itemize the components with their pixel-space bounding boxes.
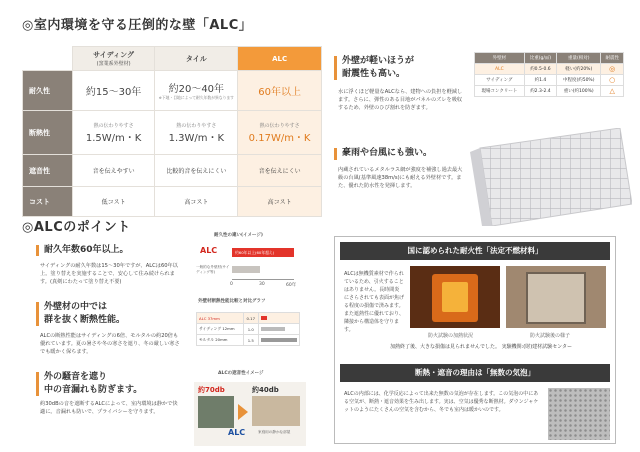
- accent-bar: [334, 148, 337, 160]
- chart1-title: 耐久性の違い(イメージ): [214, 233, 263, 238]
- chart2-title: 外壁材断熱性能比較と対比グラフ: [198, 299, 266, 304]
- section-title-points: ◎ALCのポイント: [22, 220, 131, 235]
- table-row: 断熱性 熱の伝わりやすさ 1.5W/m・K 熱の伝わりやすさ 1.3W/m・K 熱の伝わりやすさ 0.17W/m・K: [23, 111, 322, 155]
- col-alc: ALC: [238, 47, 322, 71]
- weight-table: 外壁材 比重(g/㎤) 重量(相対) 耐震性 ALC 約0.5-0.6 軽い(約20%) ◎ サイディング 約1.4 中程度(約50%) ○ 現場コンクリート 約2.3-2.4 重い(約100%) △: [474, 52, 624, 97]
- house-photo: [252, 396, 300, 426]
- street-photo: [198, 396, 234, 428]
- accent-bar: [334, 56, 337, 80]
- wind-heading: 豪雨や台風にも強い。: [342, 148, 433, 158]
- table-row: ALC 37mm 0.17: [197, 313, 300, 324]
- point2-text: ALCの断熱性能はサイディングの6倍、モルタルの約20倍も優れています。夏の暑さや冬の寒さを遮り、冬の厳しい寒さでも暖かく保ちます。: [40, 333, 180, 355]
- sound-alc-label: ALC: [228, 428, 246, 437]
- chart1-axis: [232, 279, 294, 280]
- chart1-alc-bar: 約60年以上(60年超え): [232, 248, 294, 257]
- point2-heading: 外壁材の中では 群を抜く断熱性能。: [44, 302, 126, 325]
- accent-bar: [36, 245, 39, 256]
- bubbles-text: ALCの内部には、化学反応によって出来た無数の気泡が存在します。この気泡の中にある空気が、断熱・遮音効果を生み出します。実は、空気は優秀な断熱材。ダウンジャケットのようにたくさんの空気を含むから、冬でも室内は暖かいのです。: [344, 391, 539, 413]
- comparison-table: [22, 46, 322, 217]
- table-row: 耐久性 約15〜30年 約20〜40年 ※下地・目地によって耐久年数が異なります 60年以上: [23, 71, 322, 111]
- accent-bar: [36, 372, 39, 396]
- light-text: 水に浮くほど軽量なALCなら、建物への負担を軽減します。さらに、弾性のある目地がパネルのズレを吸収するため、外壁のひび割れを防ぎます。: [338, 89, 463, 111]
- fire-cap2: 防火試験後の様子: [530, 333, 571, 339]
- chart1-other-bar: [232, 266, 260, 273]
- point3-heading: 外の騒音を遮り 中の音漏れも防ぎます。: [44, 372, 143, 395]
- fire-cap1: 防火試験の加熱状況: [428, 333, 474, 339]
- table-row: 遮音性 音を伝えやすい 比較的音を伝えにくい 音を伝えにくい: [23, 155, 322, 187]
- fire-caption: 加熱終了後、大きな損傷は見られませんでした。 実験機関:(財)建材試験センター: [390, 344, 572, 350]
- heat-table: [196, 312, 300, 346]
- table-row: 現場コンクリート 約2.3-2.4 重い(約100%) △: [475, 86, 624, 97]
- sound-caption: 家庭用の静かな部屋: [258, 430, 291, 434]
- col-tile: タイル: [155, 47, 238, 71]
- table-row: サイディング 12mm 1.0: [197, 324, 300, 335]
- sound-right-db: 約40db: [252, 386, 279, 394]
- accent-bar: [36, 302, 39, 326]
- after-test-photo: [506, 266, 606, 328]
- table-row: ALC 約0.5-0.6 軽い(約20%) ◎: [475, 64, 624, 75]
- light-heading: 外壁が軽いほうが 耐震性も高い。: [342, 56, 415, 79]
- table-row: コスト 低コスト 高コスト 高コスト: [23, 187, 322, 217]
- sound-title: ALCの遮音性イメージ: [218, 371, 264, 376]
- fire-test-photo: [410, 266, 500, 328]
- bubbles-title: 断熱・遮音の理由は「無数の気泡」: [340, 364, 610, 382]
- chart1-alc-label: ALC: [200, 246, 218, 255]
- wind-text: 内蔵されているメタルラス網が強度を補強し過去最大級の台風(基準風速38m/s)にも耐える外壁材です。また、優れた防水性を発揮します。: [338, 167, 463, 189]
- point1-heading: 耐久年数60年以上。: [44, 245, 129, 255]
- chart1-other-label: 一般的な外壁材(サイディング等): [196, 265, 230, 274]
- bubbles-photo: [548, 388, 610, 440]
- col-siding: サイディング (窯業系外壁材): [72, 47, 155, 71]
- section-title-walls: ◎室内環境を守る圧倒的な壁「ALC」: [22, 18, 253, 33]
- alc-panel-image: [470, 128, 632, 226]
- fire-title: 国に認められた耐火性「法定不燃材料」: [340, 242, 610, 260]
- sound-left-db: 約70db: [198, 386, 225, 394]
- table-row: サイディング 約1.4 中程度(約50%) ○: [475, 75, 624, 86]
- fire-text: ALCは無機質素材で作られているため、引火することはありません。長時間炎にさらされても表面が焦げる程度の損傷で済みます。また遮熱性に優れており、隣接から構造体を守ります。: [344, 271, 405, 333]
- arrow-icon: [238, 404, 248, 420]
- point3-text: 約30dBの音を遮断するALCによって、室内環境は静かで快適に。音漏れも防いで、プライバシーを守ります。: [40, 401, 178, 415]
- table-row: モルタル 20mm 1.5: [197, 335, 300, 346]
- point1-text: サイディングの耐久年数は15〜30年ですが、ALCは60年以上。塗り替えを実施することで、安心して住み続けられます。(真剣にわたって塗り替え不要): [40, 263, 178, 285]
